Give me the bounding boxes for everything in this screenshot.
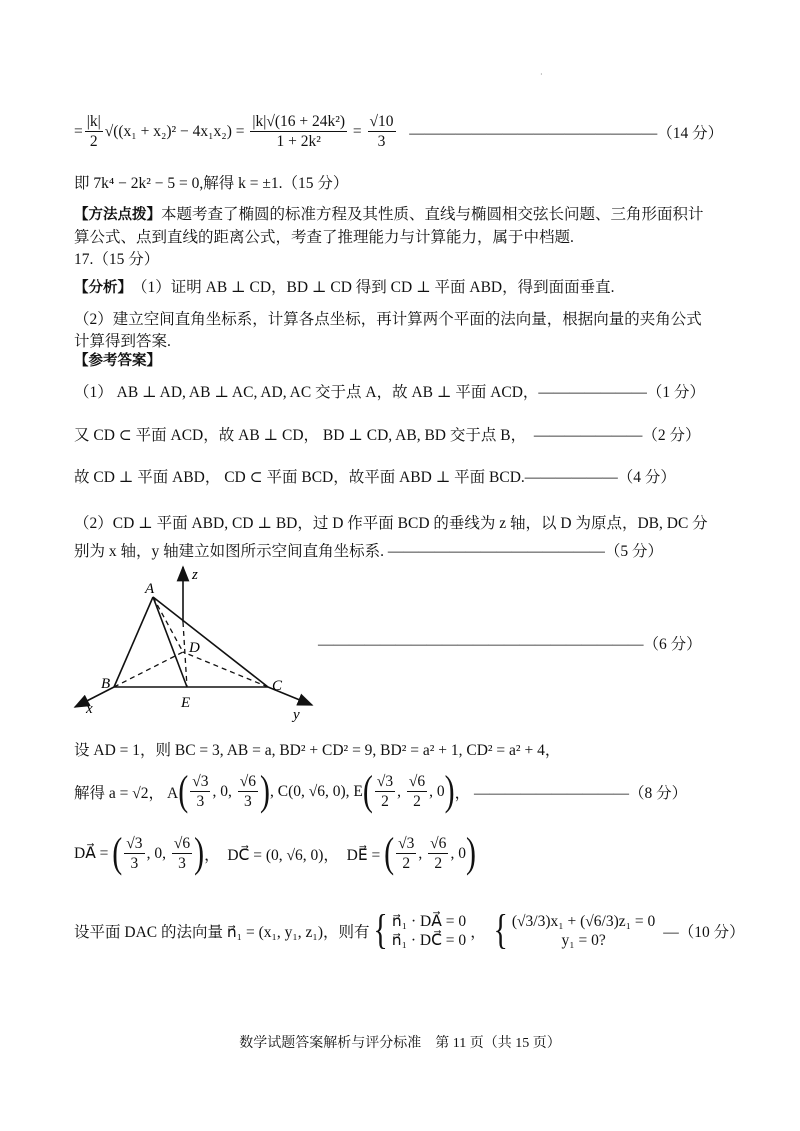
text-run: 本题考查了椭圆的标准方程及其性质、直线与椭圆相交弦长问题、三角形面积计 [161, 206, 704, 223]
equation-row: n⃗₁ · DA⃗ = 0 [391, 913, 467, 930]
bracket: ) [260, 768, 270, 815]
denominator: 2 [413, 793, 421, 811]
text-run: 设平面 DAC 的法向量 n⃗₁ = (x₁, y₁, z₁)，则有 [74, 924, 374, 942]
label-x: x [86, 701, 93, 717]
text-run: = [349, 122, 366, 140]
denominator: 2 [434, 855, 443, 873]
denominator: 3 [377, 133, 386, 151]
text-run: DA⃗ = [74, 845, 113, 863]
text-run: ， DC⃗ = (0, √6, 0)， DE⃗ = [204, 846, 385, 864]
edge-ab [114, 597, 153, 687]
page-footer: 数学试题答案解析与评分标准 第 11 页（共 15 页） [239, 1036, 561, 1051]
text-run: , 0 [429, 782, 445, 800]
denominator: 2 [381, 793, 389, 811]
text-run: 又 CD ⊂ 平面 ACD，故 AB ⊥ CD， BD ⊥ CD, AB, BD 交于点 B， ———————（2 分） [74, 427, 701, 444]
text-run: ， [470, 924, 494, 942]
denominator: 2 [89, 133, 98, 151]
bracket: ) [444, 768, 455, 815]
text-run: 17.（15 分） [74, 251, 160, 268]
numerator: √3 [190, 772, 210, 792]
denominator: 2 [402, 855, 411, 873]
denominator: 3 [130, 855, 139, 873]
text-run: 计算得到答案. [74, 333, 171, 350]
label-y: y [293, 707, 300, 723]
denominator: 3 [196, 793, 205, 811]
text-run: , [418, 844, 427, 862]
numerator: |k| [85, 112, 103, 132]
text-run: 算公式、点到直线的距离公式，考查了推理能力与计算能力，属于中档题. [74, 229, 574, 246]
edge-ad [153, 597, 183, 652]
numerator: |k|√(16 + 24k²) [250, 112, 347, 132]
section-heading: 【参考答案】 [74, 353, 161, 369]
text-run: , 0, [212, 782, 236, 800]
scan-dot: · [540, 70, 543, 79]
bracket: ( [362, 768, 373, 815]
text-run: 解得 a = √2， A [74, 784, 179, 802]
denominator: 1 + 2k² [276, 133, 321, 151]
bracket: ( [384, 830, 395, 877]
numerator: √10 [368, 112, 396, 132]
text-run: （2）建立空间直角坐标系，计算各点坐标，再计算两个平面的法向量，根据向量的夹角公式 [74, 311, 702, 328]
text-run: 故 CD ⊥ 平面 ABD， CD ⊂ 平面 BCD，故平面 ABD ⊥ 平面 BCD.——————（4 分） [74, 469, 676, 486]
edge-cd [183, 652, 268, 687]
section-heading: 【分析】 [74, 279, 132, 296]
text-run: （2）CD ⊥ 平面 ABD, CD ⊥ BD，过 D 作平面 BCD 的垂线为 z 轴，以 D 为原点，DB, DC 分 [74, 515, 708, 532]
text-run: = [74, 122, 83, 140]
text-run: 设 AD = 1，则 BC = 3, AB = a, BD² + CD² = 9, BD² = a² + 1, CD² = a² + 4， [74, 742, 561, 759]
numerator: √6 [172, 834, 192, 854]
label-z: z [192, 567, 198, 583]
label-c: C [272, 678, 283, 694]
equation-row: y₁ = 0? [561, 932, 606, 950]
bracket: ) [194, 830, 205, 877]
label-e: E [181, 695, 191, 711]
bracket: { [373, 907, 388, 954]
denominator: 3 [243, 793, 252, 811]
section-heading: 【方法点拨】 [74, 206, 161, 223]
text-run: —————————————————————（6 分） [318, 636, 702, 653]
label-d: D [189, 640, 200, 656]
numerator: √3 [396, 834, 416, 854]
text-run: （1）证明 AB ⊥ CD，BD ⊥ CD 得到 CD ⊥ 平面 ABD，得到面面垂直. [132, 279, 615, 296]
equation-row: (√3/3)x₁ + (√6/3)z₁ = 0 [511, 913, 656, 930]
text-run: （1） AB ⊥ AD, AB ⊥ AC, AD, AC 交于点 A，故 AB ⊥ 平面 ACD，———————（1 分） [74, 384, 706, 401]
text-run: √((x₁ + x₂)² − 4x₁x₂) = [104, 122, 249, 140]
bracket: ) [465, 830, 476, 877]
numerator: √6 [238, 772, 258, 792]
text-run: ， ——————————（8 分） [454, 784, 688, 802]
numerator: √6 [428, 834, 448, 854]
numerator: √3 [375, 772, 395, 792]
equation-row: n⃗₁ · DC⃗ = 0 [391, 932, 467, 950]
text-run: , [397, 782, 405, 800]
text-run: 别为 x 轴，y 轴建立如图所示空间直角坐标系. ——————————————（5 分） [74, 543, 664, 560]
label-b: B [101, 676, 111, 692]
edge-bd [114, 652, 183, 687]
denominator: 3 [178, 855, 186, 873]
text-run: 即 7k⁴ − 2k² − 5 = 0,解得 k = ±1.（15 分） [74, 175, 349, 192]
text-run: —（10 分） [659, 924, 745, 942]
numerator: √3 [124, 834, 144, 854]
bracket: ( [178, 768, 189, 815]
numerator: √6 [407, 772, 427, 792]
bracket: { [493, 907, 508, 954]
bracket: ( [112, 830, 123, 877]
text-run: , C(0, √6, 0), E [270, 782, 363, 800]
text-run: , 0, [146, 844, 170, 862]
text-run: , 0 [450, 844, 466, 862]
label-a: A [145, 581, 155, 597]
text-run: ————————————————（14 分） [397, 124, 724, 142]
